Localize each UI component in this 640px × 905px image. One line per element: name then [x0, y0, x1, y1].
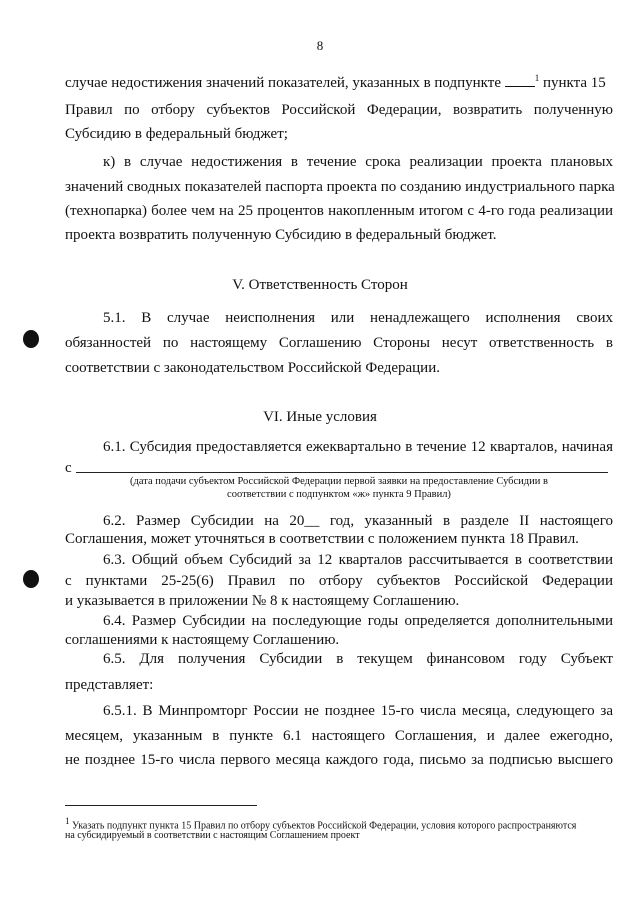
paragraph-line: [65, 69, 613, 92]
text-fragment: пункта 15: [539, 75, 606, 91]
footnote-ref: 1: [534, 73, 540, 83]
paragraph-line: проекта возвратить полученную Субсидию в федеральный бюджет.: [65, 227, 497, 243]
footnote-separator: [65, 805, 257, 806]
page-number: 8: [316, 38, 324, 53]
field-caption: соответствии с подпунктом «ж» пункта 9 Правил): [227, 489, 451, 500]
paragraph-line: 6.5.1. В Минпромторг России не позднее 15-го числа месяца, следующего за: [103, 703, 613, 719]
paragraph-line: соответствии с законодательством Российской Федерации.: [65, 360, 440, 376]
footnote-marker: 1: [65, 816, 70, 826]
paragraph-line: не позднее 15-го числа первого месяца каждого года, письмо за подписью высшего: [65, 752, 613, 768]
paragraph-line: 6.2. Размер Субсидии на 20__ год, указанный в разделе II настоящего: [103, 513, 613, 529]
paragraph-line: и указывается в приложении № 8 к настоящему Соглашению.: [65, 593, 460, 609]
paragraph-line: 6.1. Субсидия предоставляется ежеквартально в течение 12 кварталов, начиная: [103, 439, 613, 455]
paragraph-line: Субсидию в федеральный бюджет;: [65, 126, 288, 142]
fill-in-line: [76, 472, 608, 473]
paragraph-line: обязанностей по настоящему Соглашению Стороны несут ответственность в: [65, 335, 613, 351]
section-heading: VI. Иные условия: [263, 409, 377, 425]
paragraph-line: представляет:: [65, 677, 154, 693]
paragraph-line: 6.4. Размер Субсидии на последующие годы определяется дополнительными: [103, 613, 613, 629]
punch-hole-mark: [23, 330, 39, 348]
text-fragment: случае недостижения значений показателей, указанных в подпункте: [65, 75, 505, 91]
paragraph-line: 6.3. Общий объем Субсидий за 12 кварталов рассчитывается в соответствии: [103, 552, 613, 568]
paragraph-line: Правил по отбору субъектов Российской Федерации, возвратить полученную: [65, 102, 613, 118]
paragraph-line: Соглашения, может уточняться в соответствии с положением пункта 18 Правил.: [65, 531, 579, 547]
blank-field: [505, 74, 535, 87]
paragraph-line: 6.5. Для получения Субсидии в текущем финансовом году Субъект: [103, 651, 613, 667]
paragraph-line: с: [65, 460, 72, 476]
field-caption: (дата подачи субъектом Российской Федерации первой заявки на предоставление Субсидии в: [130, 476, 548, 487]
footnote-text: Указать подпункт пункта 15 Правил по отбору субъектов Российской Федерации, условия которого распространяются: [69, 820, 577, 832]
paragraph-line: к) в случае недостижения в течение срока реализации проекта плановых: [103, 154, 613, 170]
paragraph-line: (технопарка) более чем на 25 процентов накопленным итогом с 4-го года реализации: [65, 203, 613, 219]
paragraph-line: с пунктами 25-25(6) Правил по отбору субъектов Российской Федерации: [65, 573, 613, 589]
paragraph-line: месяцем, указанным в пункте 6.1 настоящего Соглашения, и далее ежегодно,: [65, 728, 613, 744]
footnote-line: на субсидируемый в соответствии с настоящим Соглашением проект: [65, 830, 360, 841]
paragraph-line: 5.1. В случае неисполнения или ненадлежащего исполнения своих: [103, 310, 613, 326]
punch-hole-mark: [23, 570, 39, 588]
paragraph-line: значений сводных показателей паспорта проекта по созданию индустриального парка: [65, 179, 615, 195]
paragraph-line: соглашениями к настоящему Соглашению.: [65, 632, 340, 648]
section-heading: V. Ответственность Сторон: [232, 277, 408, 293]
